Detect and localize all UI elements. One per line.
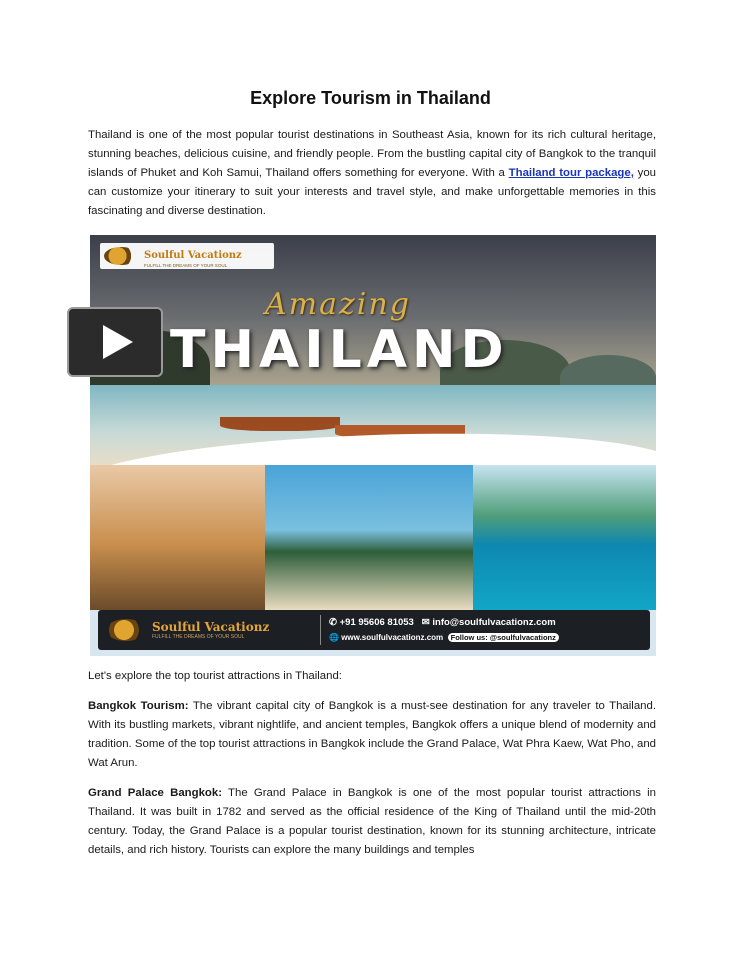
page-title: Explore Tourism in Thailand	[250, 88, 491, 108]
brand-name-top: Soulful Vacationz	[144, 249, 242, 261]
thailand-headline: THAILAND	[170, 320, 509, 380]
brand-logo-top	[100, 243, 274, 269]
brand-name-bottom: Soulful Vacationz	[152, 620, 270, 634]
website-url: www.soulfulvacationz.com	[341, 633, 444, 642]
grand-palace-paragraph	[88, 784, 656, 860]
section-body: The Grand Palace in Bangkok is one of the most popular tourist attractions in Thailand. It was built in 1782 and served as the official residence of the King of Thailand until the mid-20th century. Today, the Grand Palace is a popular tourist destination, known for its stunning architecture, intricate details, and rich history. Tourists can explore the many buildings and temples	[88, 787, 657, 856]
divider	[320, 615, 321, 645]
intro-text-end: you can customize your itinerary to suit your interests and travel style, and make unforgettable memories in this fascinating and diverse destination.	[88, 167, 657, 217]
contact-bar	[98, 610, 650, 650]
bay-photo	[473, 465, 656, 610]
island-rock-photo	[265, 465, 473, 610]
brand-tagline-top: FULFILL THE DREAMS OF YOUR SOUL	[144, 262, 228, 268]
section-heading: Grand Palace Bangkok:	[88, 787, 223, 799]
play-icon	[103, 325, 133, 359]
temple-photo	[90, 465, 265, 610]
intro-text: Thailand is one of the most popular tourist destinations in Southeast Asia, known for its rich cultural heritage, stunning beaches, delicious cuisine, and friendly people. From the bustling capital city of Bangkok to the tranquil islands of Phuket and Koh Samui, Thailand offers something for everyone. With a	[88, 129, 656, 179]
mail-icon: ✉	[421, 617, 430, 628]
follow-label: Follow us:	[450, 633, 488, 642]
logo-mark-icon	[104, 247, 138, 265]
intro-paragraph	[88, 126, 656, 221]
follow-us-badge	[448, 633, 559, 642]
section-heading: Bangkok Tourism:	[88, 700, 189, 712]
amazing-thailand-poster	[90, 235, 656, 656]
social-handle: @soulfulvacationz	[489, 633, 556, 642]
amazing-script-text: Amazing	[265, 287, 411, 322]
phone-number: +91 95606 81053	[339, 617, 414, 628]
phone-icon: ✆	[329, 617, 337, 628]
brand-tagline-bottom: FULFILL THE DREAMS OF YOUR SOUL	[152, 634, 245, 640]
play-button[interactable]	[67, 307, 163, 377]
email-address: info@soulfulvacationz.com	[432, 617, 556, 628]
globe-icon: 🌐	[329, 633, 339, 642]
photo-tiles	[90, 465, 656, 610]
thailand-tour-package-link[interactable]: Thailand tour package,	[508, 167, 634, 179]
section-body: The vibrant capital city of Bangkok is a must-see destination for any traveler to Thailand. With its bustling markets, vibrant nightlife, and ancient temples, Bangkok offers a unique blend of modernity and tradition. Some of the top tourist attractions in Bangkok include the Grand Palace, Wat Phra Kaew, Wat Pho, and Wat Arun.	[88, 700, 656, 769]
bangkok-tourism-paragraph	[88, 697, 656, 773]
logo-mark-icon	[106, 619, 146, 641]
lead-in-text: Let's explore the top tourist attractions in Thailand:	[88, 670, 342, 682]
